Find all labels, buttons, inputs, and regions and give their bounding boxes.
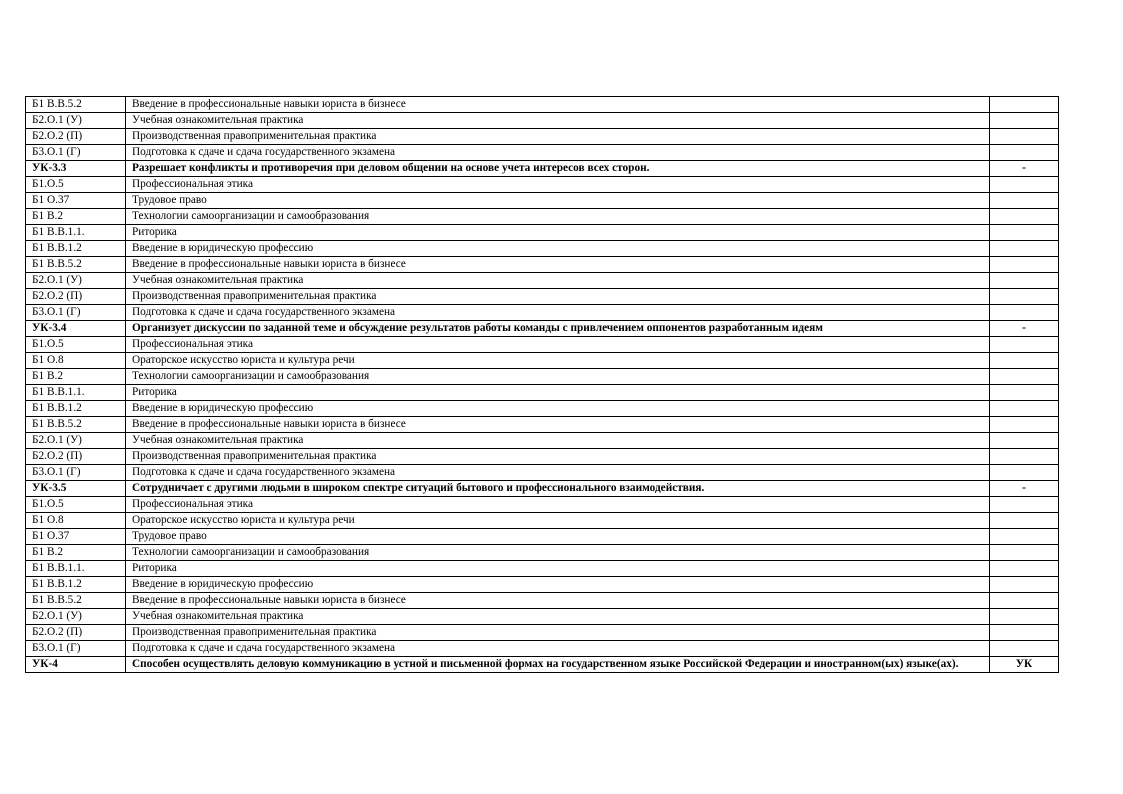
row-code: Б1 В.В.1.1. [26,561,126,577]
row-mark [990,465,1059,481]
row-name: Введение в профессиональные навыки юриста в бизнесе [126,417,990,433]
row-code: Б3.О.1 (Г) [26,465,126,481]
indicator-row [26,481,1059,497]
row-mark [990,145,1059,161]
row-mark [990,241,1059,257]
row-name: Риторика [126,561,990,577]
row-name: Организует дискуссии по заданной теме и обсуждение результатов работы команды с привлечением оппонентов разработанным идеям [126,321,990,337]
row-code: Б1 В.В.1.2 [26,577,126,593]
row-code: Б1 В.В.5.2 [26,417,126,433]
row-mark [990,641,1059,657]
row-code: Б1 О.37 [26,193,126,209]
discipline-row [26,193,1059,209]
row-code: Б1.О.5 [26,337,126,353]
row-mark [990,561,1059,577]
row-name: Способен осуществлять деловую коммуникацию в устной и письменной формах на государственном языке Российской Федерации и иностранном(ых) языке(ах). [126,657,990,673]
row-code: УК-4 [26,657,126,673]
row-code: Б2.О.2 (П) [26,625,126,641]
discipline-row [26,593,1059,609]
row-code: Б1.О.5 [26,497,126,513]
discipline-row [26,465,1059,481]
row-code: Б1 В.В.5.2 [26,97,126,113]
row-code: Б1 О.8 [26,513,126,529]
row-name: Подготовка к сдаче и сдача государственного экзамена [126,305,990,321]
row-mark [990,113,1059,129]
row-name: Введение в юридическую профессию [126,401,990,417]
row-mark [990,401,1059,417]
row-mark [990,129,1059,145]
row-code: Б2.О.2 (П) [26,449,126,465]
row-name: Введение в профессиональные навыки юриста в бизнесе [126,257,990,273]
row-name: Учебная ознакомительная практика [126,273,990,289]
discipline-row [26,433,1059,449]
row-code: Б1 О.37 [26,529,126,545]
table-body [26,97,1059,673]
row-code: Б2.О.1 (У) [26,113,126,129]
row-mark: - [990,161,1059,177]
row-name: Профессиональная этика [126,337,990,353]
row-name: Производственная правоприменительная практика [126,449,990,465]
row-code: Б1 В.В.1.2 [26,401,126,417]
row-code: Б2.О.1 (У) [26,609,126,625]
row-mark [990,577,1059,593]
discipline-row [26,385,1059,401]
row-mark [990,593,1059,609]
row-name: Введение в профессиональные навыки юриста в бизнесе [126,593,990,609]
discipline-row [26,449,1059,465]
discipline-row [26,641,1059,657]
row-name: Трудовое право [126,193,990,209]
indicator-row [26,321,1059,337]
row-mark [990,177,1059,193]
row-mark [990,97,1059,113]
row-code: УК-3.3 [26,161,126,177]
row-mark [990,369,1059,385]
row-mark [990,305,1059,321]
row-mark [990,225,1059,241]
discipline-row [26,241,1059,257]
discipline-row [26,97,1059,113]
row-name: Учебная ознакомительная практика [126,433,990,449]
row-name: Производственная правоприменительная практика [126,625,990,641]
row-code: Б3.О.1 (Г) [26,641,126,657]
discipline-row [26,337,1059,353]
row-name: Разрешает конфликты и противоречия при деловом общении на основе учета интересов всех сторон. [126,161,990,177]
row-name: Производственная правоприменительная практика [126,289,990,305]
row-code: Б1 В.В.5.2 [26,593,126,609]
row-name: Профессиональная этика [126,177,990,193]
indicator-row [26,161,1059,177]
discipline-row [26,113,1059,129]
row-mark [990,337,1059,353]
row-name: Подготовка к сдаче и сдача государственного экзамена [126,641,990,657]
row-name: Технологии самоорганизации и самообразования [126,369,990,385]
row-name: Риторика [126,225,990,241]
row-code: Б1 В.В.1.1. [26,225,126,241]
row-code: УК-3.4 [26,321,126,337]
discipline-row [26,561,1059,577]
indicator-row [26,657,1059,673]
row-name: Трудовое право [126,529,990,545]
row-name: Производственная правоприменительная практика [126,129,990,145]
row-mark [990,257,1059,273]
row-code: УК-3.5 [26,481,126,497]
row-name: Ораторское искусство юриста и культура речи [126,353,990,369]
row-code: Б2.О.1 (У) [26,273,126,289]
row-name: Введение в профессиональные навыки юриста в бизнесе [126,97,990,113]
row-name: Учебная ознакомительная практика [126,113,990,129]
row-code: Б2.О.1 (У) [26,433,126,449]
row-code: Б1 В.В.5.2 [26,257,126,273]
discipline-row [26,353,1059,369]
discipline-row [26,225,1059,241]
discipline-row [26,289,1059,305]
discipline-row [26,209,1059,225]
row-name: Сотрудничает с другими людьми в широком спектре ситуаций бытового и профессионального взаимодействия. [126,481,990,497]
row-mark [990,545,1059,561]
row-name: Введение в юридическую профессию [126,577,990,593]
row-code: Б1.О.5 [26,177,126,193]
discipline-row [26,129,1059,145]
competency-table [25,96,1059,673]
discipline-row [26,545,1059,561]
discipline-row [26,513,1059,529]
row-name: Ораторское искусство юриста и культура речи [126,513,990,529]
row-mark [990,497,1059,513]
row-code: Б1 В.2 [26,545,126,561]
row-mark [990,289,1059,305]
row-name: Учебная ознакомительная практика [126,609,990,625]
row-name: Подготовка к сдаче и сдача государственного экзамена [126,145,990,161]
row-name: Технологии самоорганизации и самообразования [126,209,990,225]
discipline-row [26,177,1059,193]
row-name: Технологии самоорганизации и самообразования [126,545,990,561]
discipline-row [26,369,1059,385]
row-mark: - [990,321,1059,337]
discipline-row [26,497,1059,513]
row-code: Б3.О.1 (Г) [26,145,126,161]
discipline-row [26,401,1059,417]
row-name: Введение в юридическую профессию [126,241,990,257]
discipline-row [26,529,1059,545]
discipline-row [26,273,1059,289]
row-name: Подготовка к сдаче и сдача государственного экзамена [126,465,990,481]
row-mark [990,625,1059,641]
row-code: Б2.О.2 (П) [26,289,126,305]
row-mark [990,385,1059,401]
discipline-row [26,305,1059,321]
row-mark [990,273,1059,289]
discipline-row [26,417,1059,433]
row-code: Б1 В.В.1.2 [26,241,126,257]
row-mark [990,529,1059,545]
row-name: Профессиональная этика [126,497,990,513]
row-name: Риторика [126,385,990,401]
discipline-row [26,257,1059,273]
discipline-row [26,625,1059,641]
row-code: Б1 В.2 [26,369,126,385]
row-mark [990,209,1059,225]
row-mark: - [990,481,1059,497]
row-mark [990,193,1059,209]
row-code: Б1 О.8 [26,353,126,369]
row-mark [990,353,1059,369]
row-code: Б1 В.2 [26,209,126,225]
row-mark [990,433,1059,449]
row-mark: УК [990,657,1059,673]
row-code: Б1 В.В.1.1. [26,385,126,401]
discipline-row [26,145,1059,161]
row-mark [990,449,1059,465]
row-mark [990,417,1059,433]
discipline-row [26,577,1059,593]
row-code: Б2.О.2 (П) [26,129,126,145]
row-mark [990,513,1059,529]
row-code: Б3.О.1 (Г) [26,305,126,321]
discipline-row [26,609,1059,625]
row-mark [990,609,1059,625]
